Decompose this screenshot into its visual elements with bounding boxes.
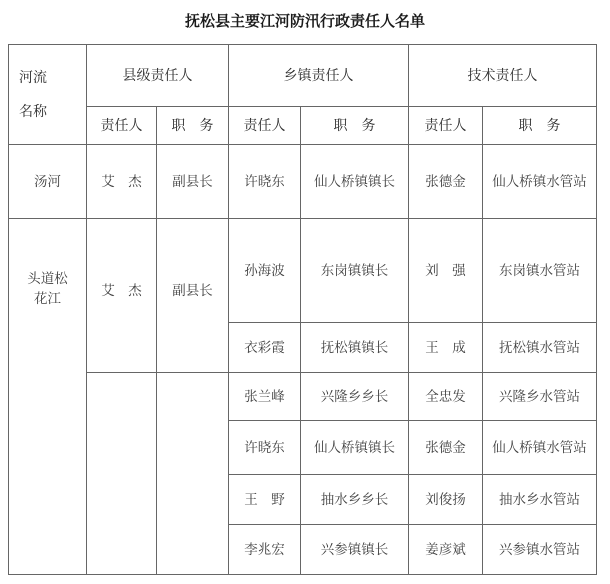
county-position-spacer <box>157 421 229 475</box>
town-position-cell: 抽水乡乡长 <box>301 475 409 525</box>
town-person-cell: 张兰峰 <box>229 373 301 421</box>
tech-position-cell: 抽水乡水管站 <box>483 475 597 525</box>
river-name-text: 头道松花江 <box>27 271 68 307</box>
river-name-header <box>9 45 87 145</box>
river-name-header-line2: 名称 <box>19 103 47 120</box>
county-position-cell: 副县长 <box>157 219 229 373</box>
tech-person-cell: 张德金 <box>409 421 483 475</box>
county-position-cell: 副县长 <box>157 145 229 219</box>
town-position-header: 职 务 <box>301 107 409 145</box>
tech-person-cell: 全忠发 <box>409 373 483 421</box>
tech-person-cell: 姜彦斌 <box>409 525 483 575</box>
tech-person-cell: 张德金 <box>409 145 483 219</box>
town-person-cell: 许晓东 <box>229 421 301 475</box>
county-level-header: 县级责任人 <box>87 45 229 107</box>
table-row <box>9 219 597 323</box>
town-position-cell: 东岗镇镇长 <box>301 219 409 323</box>
county-position-spacer <box>157 475 229 525</box>
county-person-cell: 艾 杰 <box>87 219 157 373</box>
town-position-cell <box>301 145 409 219</box>
table-row <box>9 421 597 475</box>
header-row-2 <box>9 107 597 145</box>
county-person-header: 责任人 <box>87 107 157 145</box>
document-title: 抚松县主要江河防汛行政责任人名单 <box>184 12 425 30</box>
county-person-spacer <box>87 373 157 421</box>
tech-person-cell: 刘 强 <box>409 219 483 323</box>
tech-person-cell: 刘俊扬 <box>409 475 483 525</box>
table-row <box>9 525 597 575</box>
river-name-cell: 汤河 <box>9 145 87 219</box>
tech-person-cell: 王 成 <box>409 323 483 373</box>
town-position-cell: 抚松镇镇长 <box>301 323 409 373</box>
table-row <box>9 373 597 421</box>
tech-position-cell: 抚松镇水管站 <box>483 323 597 373</box>
town-position-text: 仙人桥镇镇长 <box>314 173 395 190</box>
tech-position-text: 仙人桥镇水管站 <box>492 439 587 456</box>
tech-position-cell: 兴隆乡水管站 <box>483 373 597 421</box>
county-person-spacer <box>87 525 157 575</box>
town-person-cell: 许晓东 <box>229 145 301 219</box>
county-person-spacer <box>87 475 157 525</box>
town-person-cell: 孙海波 <box>229 219 301 323</box>
table-row <box>9 145 597 219</box>
technical-header: 技术责任人 <box>409 45 597 107</box>
tech-position-cell: 东岗镇水管站 <box>483 219 597 323</box>
town-position-cell: 兴隆乡乡长 <box>301 373 409 421</box>
tech-position-cell: 兴参镇水管站 <box>483 525 597 575</box>
county-position-spacer <box>157 525 229 575</box>
county-position-header: 职 务 <box>157 107 229 145</box>
tech-person-header: 责任人 <box>409 107 483 145</box>
county-person-spacer <box>87 421 157 475</box>
town-position-text: 仙人桥镇镇长 <box>314 439 395 456</box>
town-person-cell: 王 野 <box>229 475 301 525</box>
tech-position-text: 仙人桥镇水管站 <box>492 173 587 190</box>
river-name-cell <box>9 219 87 575</box>
county-position-spacer <box>157 373 229 421</box>
town-position-cell <box>301 421 409 475</box>
tech-position-cell <box>483 421 597 475</box>
county-person-cell: 艾 杰 <box>87 145 157 219</box>
town-person-header: 责任人 <box>229 107 301 145</box>
township-level-header: 乡镇责任人 <box>229 45 409 107</box>
header-row-1 <box>9 45 597 107</box>
town-person-cell: 衣彩霞 <box>229 323 301 373</box>
town-position-cell: 兴参镇镇长 <box>301 525 409 575</box>
river-name-header-line1: 河流 <box>19 69 47 86</box>
tech-position-header: 职 务 <box>483 107 597 145</box>
responsibility-table <box>8 44 597 575</box>
tech-position-cell <box>483 145 597 219</box>
table-row <box>9 475 597 525</box>
town-person-cell: 李兆宏 <box>229 525 301 575</box>
